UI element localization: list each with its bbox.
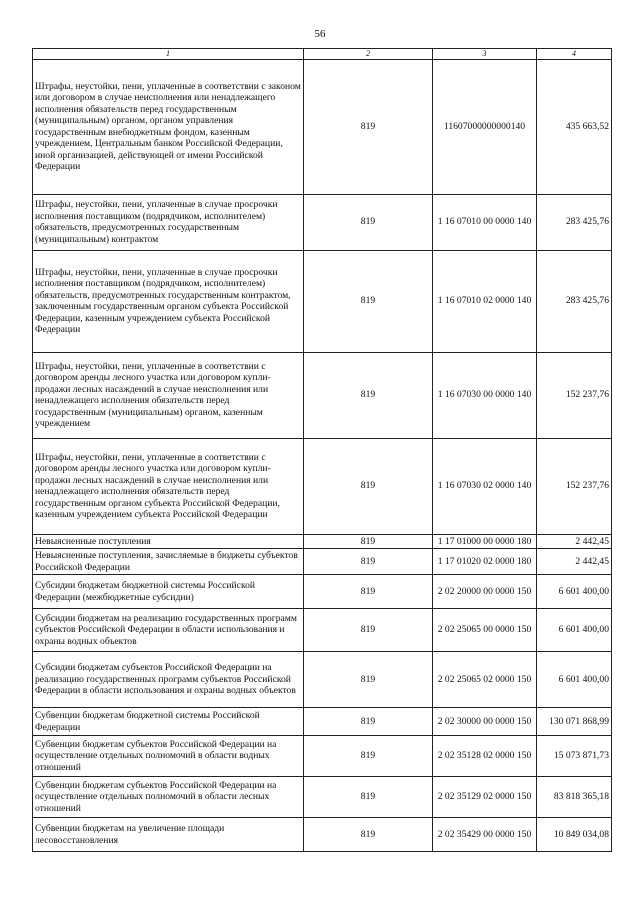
table-row — [33, 609, 612, 652]
description-cell: Субсидии бюджетам бюджетной системы Российской Федерации (межбюджетные субсидии) — [33, 575, 304, 609]
budget-code-cell: 1 16 07030 00 0000 140 — [433, 352, 537, 438]
amount-cell: 83 818 365,18 — [537, 777, 612, 818]
table-row — [33, 59, 612, 194]
description-cell: Невыясненные поступления — [33, 534, 304, 549]
admin-code-cell: 819 — [304, 549, 433, 575]
table-row — [33, 708, 612, 736]
header-cell-3: 3 — [433, 49, 537, 60]
amount-cell: 283 425,76 — [537, 250, 612, 352]
table-row — [33, 534, 612, 549]
budget-code-cell: 2 02 25065 00 0000 150 — [433, 609, 537, 652]
admin-code-cell: 819 — [304, 818, 433, 852]
table-row — [33, 438, 612, 534]
table-row — [33, 575, 612, 609]
table-row — [33, 818, 612, 852]
budget-code-cell: 2 02 30000 00 0000 150 — [433, 708, 537, 736]
description-cell: Невыясненные поступления, зачисляемые в бюджеты субъектов Российской Федерации — [33, 549, 304, 575]
admin-code-cell: 819 — [304, 194, 433, 250]
header-cell-4: 4 — [537, 49, 612, 60]
amount-cell: 2 442,45 — [537, 534, 612, 549]
description-cell: Штрафы, неустойки, пени, уплаченные в случае просрочки исполнения поставщиком (подрядчиком, исполнителем) обязательств, предусмотренных государственным (муниципальным) контрактом — [33, 194, 304, 250]
amount-cell: 283 425,76 — [537, 194, 612, 250]
page-number: 56 — [314, 28, 326, 40]
budget-code-cell: 1 16 07010 00 0000 140 — [433, 194, 537, 250]
budget-code-cell: 1 17 01000 00 0000 180 — [433, 534, 537, 549]
amount-cell: 6 601 400,00 — [537, 609, 612, 652]
description-cell: Субвенции бюджетам субъектов Российской Федерации на осуществление отдельных полномочий в области водных отношений — [33, 736, 304, 777]
table-row — [33, 777, 612, 818]
amount-cell: 435 663,52 — [537, 59, 612, 194]
budget-code-cell: 2 02 35128 02 0000 150 — [433, 736, 537, 777]
budget-code-cell: 1 17 01020 02 0000 180 — [433, 549, 537, 575]
amount-cell: 15 073 871,73 — [537, 736, 612, 777]
amount-cell: 2 442,45 — [537, 549, 612, 575]
table-row — [33, 352, 612, 438]
table-row — [33, 736, 612, 777]
budget-code-cell: 2 02 35429 00 0000 150 — [433, 818, 537, 852]
amount-cell: 10 849 034,08 — [537, 818, 612, 852]
admin-code-cell: 819 — [304, 652, 433, 708]
description-cell: Штрафы, неустойки, пени, уплаченные в соответствии с договором аренды лесного участка или договором купли-продажи лесных насаждений в случае неисполнения или ненадлежащего исполнения обязательств перед государственным (муниципальным) органом, казенным учреждением — [33, 352, 304, 438]
amount-cell: 130 071 868,99 — [537, 708, 612, 736]
budget-table — [32, 48, 612, 852]
description-cell: Штрафы, неустойки, пени, уплаченные в соответствии с договором аренды лесного участка или договором купли-продажи лесных насаждений в случае неисполнения или ненадлежащего исполнения обязательств перед государственным органом субъекта Российской Федерации, казенным учреждением субъекта Российской Федерации — [33, 438, 304, 534]
budget-code-cell: 11607000000000140 — [433, 59, 537, 194]
admin-code-cell: 819 — [304, 438, 433, 534]
admin-code-cell: 819 — [304, 575, 433, 609]
header-row — [33, 49, 612, 60]
table-row — [33, 250, 612, 352]
admin-code-cell: 819 — [304, 352, 433, 438]
amount-cell: 6 601 400,00 — [537, 575, 612, 609]
header-cell-2: 2 — [304, 49, 433, 60]
admin-code-cell: 819 — [304, 534, 433, 549]
table-row — [33, 194, 612, 250]
description-cell: Субвенции бюджетам на увеличение площади лесовосстановления — [33, 818, 304, 852]
budget-code-cell: 1 16 07030 02 0000 140 — [433, 438, 537, 534]
description-cell: Субвенции бюджетам бюджетной системы Российской Федерации — [33, 708, 304, 736]
budget-code-cell: 2 02 35129 02 0000 150 — [433, 777, 537, 818]
description-cell: Субсидии бюджетам на реализацию государственных программ субъектов Российской Федерации в области использования и охраны водных объектов — [33, 609, 304, 652]
admin-code-cell: 819 — [304, 59, 433, 194]
description-cell: Субвенции бюджетам субъектов Российской Федерации на осуществление отдельных полномочий в области лесных отношений — [33, 777, 304, 818]
admin-code-cell: 819 — [304, 250, 433, 352]
description-cell: Штрафы, неустойки, пени, уплаченные в соответствии с законом или договором в случае неисполнения или ненадлежащего исполнения обязательств перед государственным (муниципальным) органом, органом управления государственным внебюджетным фондом, казенным учреждением, Центральным банком Российской Федерации, иной организацией, действующей от имени Российской Федерации — [33, 59, 304, 194]
table-row — [33, 549, 612, 575]
amount-cell: 152 237,76 — [537, 438, 612, 534]
admin-code-cell: 819 — [304, 777, 433, 818]
budget-code-cell: 2 02 25065 02 0000 150 — [433, 652, 537, 708]
table-row — [33, 652, 612, 708]
amount-cell: 152 237,76 — [537, 352, 612, 438]
budget-code-cell: 1 16 07010 02 0000 140 — [433, 250, 537, 352]
admin-code-cell: 819 — [304, 708, 433, 736]
admin-code-cell: 819 — [304, 736, 433, 777]
description-cell: Субсидии бюджетам субъектов Российской Федерации на реализацию государственных программ субъектов Российской Федерации в области использования и охраны водных объектов — [33, 652, 304, 708]
header-cell-1: 1 — [33, 49, 304, 60]
admin-code-cell: 819 — [304, 609, 433, 652]
budget-code-cell: 2 02 20000 00 0000 150 — [433, 575, 537, 609]
description-cell: Штрафы, неустойки, пени, уплаченные в случае просрочки исполнения поставщиком (подрядчиком, исполнителем) обязательств, предусмотренных государственным контрактом, заключенным государственным органом субъекта Российской Федерации, казенным учреждением субъекта Российской Федерации — [33, 250, 304, 352]
amount-cell: 6 601 400,00 — [537, 652, 612, 708]
